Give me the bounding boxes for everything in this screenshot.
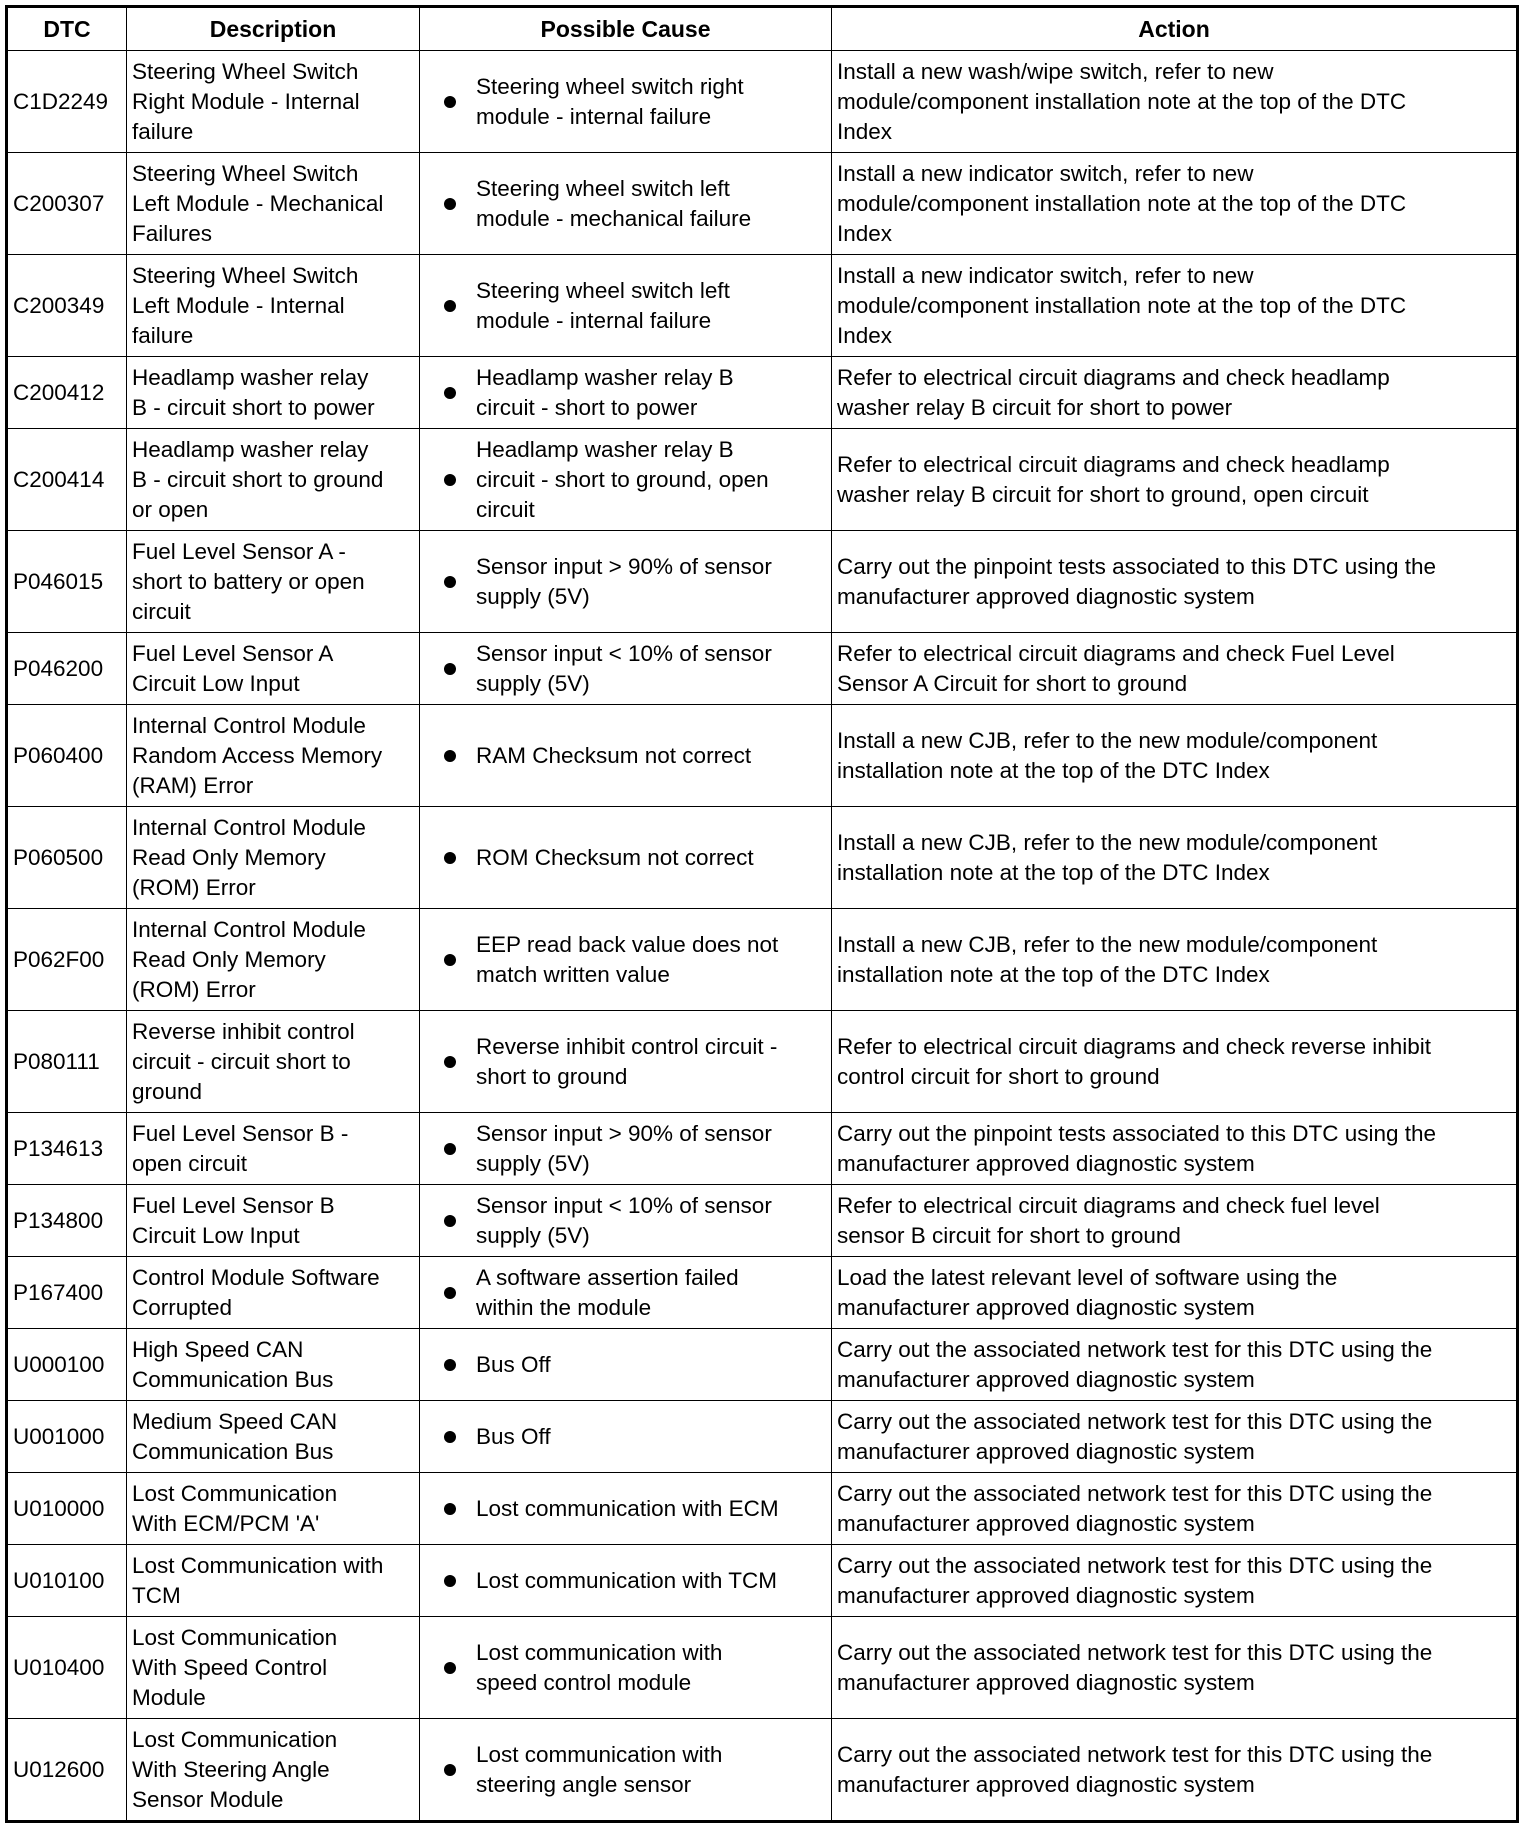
action-line: Index: [837, 322, 893, 348]
cause-line: supply (5V): [476, 1222, 590, 1248]
action-line: manufacturer approved diagnostic system: [837, 1510, 1255, 1536]
action-line: Carry out the associated network test for this DTC using the: [837, 1741, 1433, 1767]
action-line: Carry out the pinpoint tests associated to this DTC using the: [837, 553, 1437, 579]
cause-line: Sensor input > 90% of sensor: [476, 553, 772, 579]
action-cell: [832, 1473, 1518, 1545]
description-line: Corrupted: [132, 1294, 233, 1320]
action-line: Install a new wash/wipe switch, refer to new: [837, 58, 1274, 84]
description-line: Steering Wheel Switch: [132, 160, 359, 186]
possible-cause-cell: [420, 1617, 832, 1719]
action-cell: [832, 1113, 1518, 1185]
action-line: installation note at the top of the DTC Index: [837, 961, 1270, 987]
action-line: manufacturer approved diagnostic system: [837, 1771, 1255, 1797]
action-cell: [832, 1011, 1518, 1113]
cause-line: circuit: [476, 496, 535, 522]
table-row: [7, 1719, 1518, 1822]
possible-cause-cell: [420, 1401, 832, 1473]
table-row: [7, 1473, 1518, 1545]
description-cell: [127, 1329, 420, 1401]
description-line: TCM: [132, 1582, 181, 1608]
description-line: Left Module - Internal: [132, 292, 345, 318]
possible-cause-cell: [420, 1329, 832, 1401]
possible-cause-cell: [420, 807, 832, 909]
action-cell: [832, 807, 1518, 909]
description-cell: [127, 1617, 420, 1719]
action-line: module/component installation note at the top of the DTC: [837, 88, 1407, 114]
description-line: Communication Bus: [132, 1366, 334, 1392]
action-cell: [832, 1617, 1518, 1719]
cause-line: within the module: [476, 1294, 652, 1320]
action-cell: [832, 531, 1518, 633]
description-line: B - circuit short to power: [132, 394, 375, 420]
possible-cause-cell: [420, 1185, 832, 1257]
action-line: Refer to electrical circuit diagrams and check headlamp: [837, 364, 1390, 390]
cause-line: RAM Checksum not correct: [476, 742, 752, 768]
description-line: Lost Communication with: [132, 1552, 384, 1578]
bullet-icon: [444, 96, 456, 108]
bullet-icon: [444, 387, 456, 399]
action-line: Load the latest relevant level of software using the: [837, 1264, 1338, 1290]
description-line: Lost Communication: [132, 1624, 338, 1650]
description-line: failure: [132, 118, 194, 144]
description-cell: [127, 1185, 420, 1257]
description-line: Medium Speed CAN: [132, 1408, 338, 1434]
action-line: manufacturer approved diagnostic system: [837, 1366, 1255, 1392]
action-cell: [832, 153, 1518, 255]
possible-cause-cell: [420, 51, 832, 153]
description-line: B - circuit short to ground: [132, 466, 384, 492]
bullet-icon: [444, 1503, 456, 1515]
description-line: Headlamp washer relay: [132, 436, 369, 462]
bullet-icon: [444, 1359, 456, 1371]
description-line: Fuel Level Sensor A: [132, 640, 334, 666]
action-line: Carry out the associated network test for this DTC using the: [837, 1336, 1433, 1362]
table-row: [7, 633, 1518, 705]
description-line: With ECM/PCM 'A': [132, 1510, 320, 1536]
action-line: installation note at the top of the DTC Index: [837, 859, 1270, 885]
description-line: Steering Wheel Switch: [132, 58, 359, 84]
action-line: manufacturer approved diagnostic system: [837, 1438, 1255, 1464]
action-line: Install a new CJB, refer to the new module/component: [837, 727, 1378, 753]
description-line: Lost Communication: [132, 1480, 338, 1506]
action-cell: [832, 357, 1518, 429]
dtc-code-cell: P046015: [7, 531, 127, 633]
cause-line: Bus Off: [476, 1423, 551, 1449]
description-line: With Speed Control: [132, 1654, 328, 1680]
table-row: [7, 1329, 1518, 1401]
bullet-icon: [444, 954, 456, 966]
table-row: [7, 1113, 1518, 1185]
bullet-icon: [444, 300, 456, 312]
action-line: Carry out the pinpoint tests associated to this DTC using the: [837, 1120, 1437, 1146]
action-cell: [832, 633, 1518, 705]
action-line: Sensor A Circuit for short to ground: [837, 670, 1188, 696]
bullet-icon: [444, 576, 456, 588]
possible-cause-cell: [420, 1545, 832, 1617]
header-action: Action: [832, 7, 1518, 51]
possible-cause-cell: [420, 255, 832, 357]
cause-line: circuit - short to ground, open: [476, 466, 769, 492]
table-row: [7, 1257, 1518, 1329]
action-line: Refer to electrical circuit diagrams and check reverse inhibit: [837, 1033, 1431, 1059]
description-line: (ROM) Error: [132, 874, 256, 900]
description-line: circuit - circuit short to: [132, 1048, 351, 1074]
description-cell: [127, 705, 420, 807]
table-row: [7, 1401, 1518, 1473]
action-cell: [832, 255, 1518, 357]
dtc-code-cell: C1D2249: [7, 51, 127, 153]
possible-cause-cell: [420, 153, 832, 255]
possible-cause-cell: [420, 1473, 832, 1545]
description-cell: [127, 1401, 420, 1473]
cause-line: Steering wheel switch left: [476, 175, 730, 201]
dtc-code-cell: P080111: [7, 1011, 127, 1113]
action-line: Carry out the associated network test for this DTC using the: [837, 1408, 1433, 1434]
description-cell: [127, 1257, 420, 1329]
cause-line: EEP read back value does not: [476, 931, 779, 957]
possible-cause-cell: [420, 531, 832, 633]
description-cell: [127, 1473, 420, 1545]
description-line: ground: [132, 1078, 203, 1104]
action-cell: [832, 429, 1518, 531]
dtc-code-cell: U001000: [7, 1401, 127, 1473]
dtc-code-cell: U012600: [7, 1719, 127, 1822]
table-row: [7, 153, 1518, 255]
table-row: [7, 1011, 1518, 1113]
header-row: [7, 7, 1518, 51]
action-line: sensor B circuit for short to ground: [837, 1222, 1181, 1248]
action-line: Index: [837, 220, 893, 246]
bullet-icon: [444, 1575, 456, 1587]
bullet-icon: [444, 1143, 456, 1155]
description-line: (ROM) Error: [132, 976, 256, 1002]
description-line: Fuel Level Sensor B -: [132, 1120, 349, 1146]
header-description: Description: [127, 7, 420, 51]
possible-cause-cell: [420, 1113, 832, 1185]
cause-line: steering angle sensor: [476, 1771, 692, 1797]
description-cell: [127, 1545, 420, 1617]
table-row: [7, 357, 1518, 429]
description-cell: [127, 807, 420, 909]
bullet-icon: [444, 1056, 456, 1068]
action-line: Refer to electrical circuit diagrams and check fuel level: [837, 1192, 1380, 1218]
bullet-icon: [444, 663, 456, 675]
action-line: control circuit for short to ground: [837, 1063, 1160, 1089]
cause-line: Lost communication with: [476, 1639, 723, 1665]
description-line: Module: [132, 1684, 206, 1710]
possible-cause-cell: [420, 633, 832, 705]
cause-line: Sensor input > 90% of sensor: [476, 1120, 772, 1146]
action-line: manufacturer approved diagnostic system: [837, 1150, 1255, 1176]
table-row: [7, 1617, 1518, 1719]
description-cell: [127, 255, 420, 357]
action-line: Index: [837, 118, 893, 144]
possible-cause-cell: [420, 705, 832, 807]
cause-line: Steering wheel switch right: [476, 73, 744, 99]
description-line: Circuit Low Input: [132, 670, 300, 696]
dtc-code-cell: P134613: [7, 1113, 127, 1185]
bullet-icon: [444, 1764, 456, 1776]
possible-cause-cell: [420, 1719, 832, 1822]
description-line: Circuit Low Input: [132, 1222, 300, 1248]
cause-line: module - internal failure: [476, 307, 712, 333]
action-line: Install a new indicator switch, refer to new: [837, 160, 1254, 186]
dtc-code-cell: C200412: [7, 357, 127, 429]
description-cell: [127, 357, 420, 429]
action-line: washer relay B circuit for short to ground, open circuit: [837, 481, 1369, 507]
cause-line: supply (5V): [476, 1150, 590, 1176]
cause-line: module - internal failure: [476, 103, 712, 129]
description-cell: [127, 909, 420, 1011]
description-line: Reverse inhibit control: [132, 1018, 355, 1044]
bullet-icon: [444, 1662, 456, 1674]
cause-line: Headlamp washer relay B: [476, 436, 734, 462]
table-row: [7, 1545, 1518, 1617]
description-line: Sensor Module: [132, 1786, 284, 1812]
action-line: Install a new CJB, refer to the new module/component: [837, 931, 1378, 957]
table-body: [7, 51, 1518, 1822]
action-line: manufacturer approved diagnostic system: [837, 583, 1255, 609]
description-cell: [127, 153, 420, 255]
possible-cause-cell: [420, 429, 832, 531]
cause-line: speed control module: [476, 1669, 692, 1695]
description-line: Communication Bus: [132, 1438, 334, 1464]
bullet-icon: [444, 1431, 456, 1443]
header-dtc: DTC: [7, 7, 127, 51]
description-line: Lost Communication: [132, 1726, 338, 1752]
dtc-code-cell: P060500: [7, 807, 127, 909]
description-cell: [127, 531, 420, 633]
description-cell: [127, 429, 420, 531]
bullet-icon: [444, 852, 456, 864]
table-row: [7, 429, 1518, 531]
description-line: circuit: [132, 598, 191, 624]
action-cell: [832, 51, 1518, 153]
action-line: Refer to electrical circuit diagrams and check Fuel Level: [837, 640, 1395, 666]
description-line: Read Only Memory: [132, 844, 326, 870]
possible-cause-cell: [420, 1011, 832, 1113]
description-line: (RAM) Error: [132, 772, 254, 798]
description-line: Fuel Level Sensor A -: [132, 538, 346, 564]
action-cell: [832, 1329, 1518, 1401]
description-cell: [127, 51, 420, 153]
description-cell: [127, 1719, 420, 1822]
dtc-code-cell: U010100: [7, 1545, 127, 1617]
dtc-code-cell: P134800: [7, 1185, 127, 1257]
table-row: [7, 807, 1518, 909]
dtc-code-cell: P062F00: [7, 909, 127, 1011]
description-line: Failures: [132, 220, 213, 246]
action-line: Carry out the associated network test for this DTC using the: [837, 1480, 1433, 1506]
bullet-icon: [444, 1215, 456, 1227]
table-row: [7, 1185, 1518, 1257]
dtc-code-cell: U010400: [7, 1617, 127, 1719]
action-line: Install a new CJB, refer to the new module/component: [837, 829, 1378, 855]
cause-line: module - mechanical failure: [476, 205, 752, 231]
description-line: Fuel Level Sensor B: [132, 1192, 335, 1218]
action-cell: [832, 705, 1518, 807]
action-line: module/component installation note at the top of the DTC: [837, 292, 1407, 318]
cause-line: Lost communication with ECM: [476, 1495, 779, 1521]
dtc-code-cell: U010000: [7, 1473, 127, 1545]
dtc-code-cell: C200414: [7, 429, 127, 531]
table-row: [7, 909, 1518, 1011]
possible-cause-cell: [420, 357, 832, 429]
table-row: [7, 705, 1518, 807]
bullet-icon: [444, 750, 456, 762]
action-cell: [832, 909, 1518, 1011]
cause-line: Sensor input < 10% of sensor: [476, 640, 772, 666]
action-line: Carry out the associated network test for this DTC using the: [837, 1639, 1433, 1665]
action-cell: [832, 1257, 1518, 1329]
description-cell: [127, 1011, 420, 1113]
cause-line: Sensor input < 10% of sensor: [476, 1192, 772, 1218]
cause-line: match written value: [476, 961, 670, 987]
cause-line: Reverse inhibit control circuit -: [476, 1033, 778, 1059]
action-line: manufacturer approved diagnostic system: [837, 1294, 1255, 1320]
cause-line: Lost communication with: [476, 1741, 723, 1767]
description-line: Headlamp washer relay: [132, 364, 369, 390]
cause-line: short to ground: [476, 1063, 628, 1089]
description-line: open circuit: [132, 1150, 248, 1176]
table-row: [7, 255, 1518, 357]
description-line: failure: [132, 322, 194, 348]
dtc-table: [5, 5, 1519, 1823]
action-line: manufacturer approved diagnostic system: [837, 1582, 1255, 1608]
bullet-icon: [444, 474, 456, 486]
possible-cause-cell: [420, 909, 832, 1011]
cause-line: Lost communication with TCM: [476, 1567, 777, 1593]
description-line: short to battery or open: [132, 568, 365, 594]
action-line: installation note at the top of the DTC Index: [837, 757, 1270, 783]
cause-line: Bus Off: [476, 1351, 551, 1377]
action-line: Refer to electrical circuit diagrams and check headlamp: [837, 451, 1390, 477]
description-line: With Steering Angle: [132, 1756, 330, 1782]
cause-line: supply (5V): [476, 670, 590, 696]
description-cell: [127, 633, 420, 705]
dtc-code-cell: C200307: [7, 153, 127, 255]
cause-line: supply (5V): [476, 583, 590, 609]
description-line: Internal Control Module: [132, 916, 366, 942]
description-line: Steering Wheel Switch: [132, 262, 359, 288]
bullet-icon: [444, 198, 456, 210]
bullet-icon: [444, 1287, 456, 1299]
action-cell: [832, 1719, 1518, 1822]
dtc-code-cell: U000100: [7, 1329, 127, 1401]
table-row: [7, 51, 1518, 153]
cause-line: Steering wheel switch left: [476, 277, 730, 303]
description-cell: [127, 1113, 420, 1185]
dtc-code-cell: C200349: [7, 255, 127, 357]
action-cell: [832, 1545, 1518, 1617]
action-line: manufacturer approved diagnostic system: [837, 1669, 1255, 1695]
cause-line: ROM Checksum not correct: [476, 844, 754, 870]
description-line: Read Only Memory: [132, 946, 326, 972]
description-line: High Speed CAN: [132, 1336, 304, 1362]
description-line: or open: [132, 496, 209, 522]
cause-line: circuit - short to power: [476, 394, 698, 420]
dtc-code-cell: P060400: [7, 705, 127, 807]
cause-line: Headlamp washer relay B: [476, 364, 734, 390]
description-line: Random Access Memory: [132, 742, 383, 768]
action-cell: [832, 1401, 1518, 1473]
description-line: Left Module - Mechanical: [132, 190, 384, 216]
table-row: [7, 531, 1518, 633]
action-line: Carry out the associated network test for this DTC using the: [837, 1552, 1433, 1578]
description-line: Right Module - Internal: [132, 88, 360, 114]
cause-line: A software assertion failed: [476, 1264, 739, 1290]
header-possible-cause: Possible Cause: [420, 7, 832, 51]
action-cell: [832, 1185, 1518, 1257]
action-line: module/component installation note at the top of the DTC: [837, 190, 1407, 216]
description-line: Control Module Software: [132, 1264, 380, 1290]
action-line: Install a new indicator switch, refer to new: [837, 262, 1254, 288]
action-line: washer relay B circuit for short to power: [837, 394, 1233, 420]
description-line: Internal Control Module: [132, 712, 366, 738]
description-line: Internal Control Module: [132, 814, 366, 840]
dtc-code-cell: P046200: [7, 633, 127, 705]
dtc-code-cell: P167400: [7, 1257, 127, 1329]
possible-cause-cell: [420, 1257, 832, 1329]
